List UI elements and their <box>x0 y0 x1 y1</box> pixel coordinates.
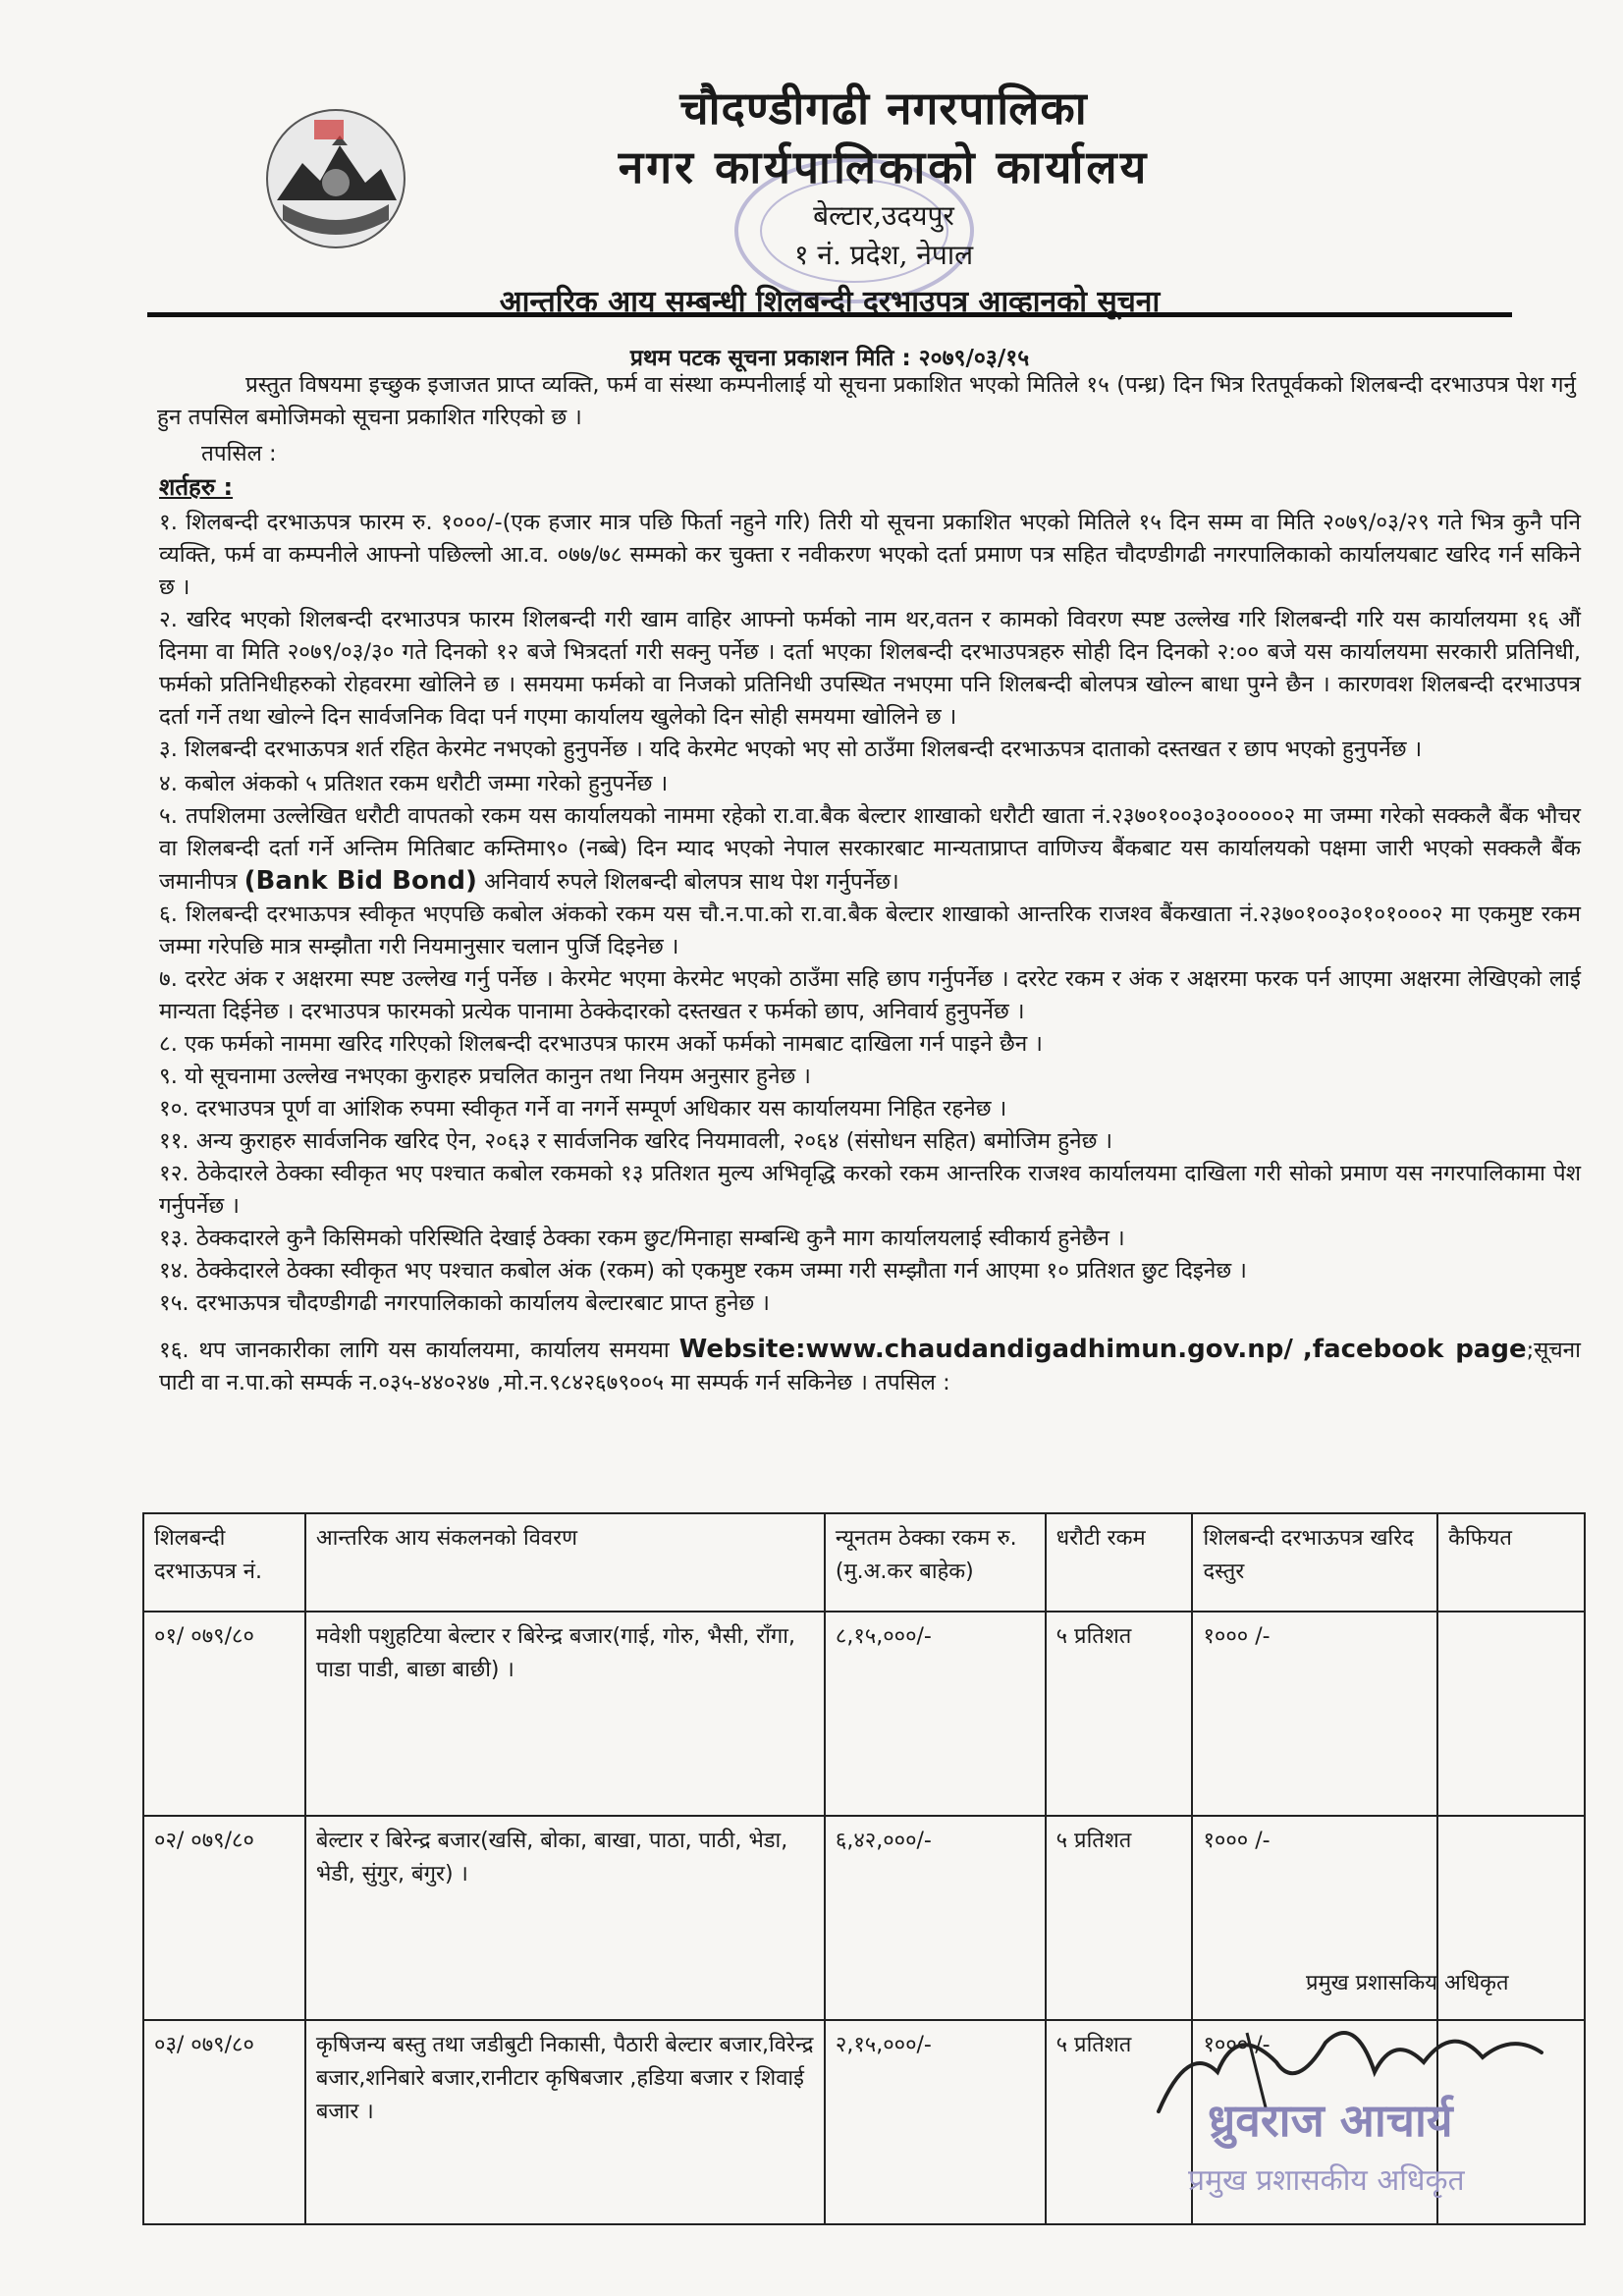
header-cell: शिलबन्दी दरभाऊपत्र खरिद दस्तुर <box>1192 1513 1437 1612</box>
table-cell: बेल्टार र बिरेन्द्र बजार(खसि, बोका, बाखा, पाठा, पाठी, भेडा, भेडी, सुंगुर, बंगुर) । <box>305 1816 825 2020</box>
officer-stamp <box>1188 2082 1581 2210</box>
condition-item: १०. दरभाउपत्र पूर्ण वा आंशिक रुपमा स्वीकृत गर्ने वा नगर्ने सम्पूर्ण अधिकार यस कार्यालयमा निहित रहनेछ । <box>159 1096 1007 1121</box>
stamp-name: ध्रुवराज आचार्य <box>1208 2094 1453 2147</box>
office-province: १ नं. प्रदेश, नेपाल <box>793 239 974 271</box>
municipality-name: चौदण्डीगढी नगरपालिका <box>679 82 1088 135</box>
tapsil-label: तपसिल : <box>201 441 277 466</box>
office-name: नगर कार्यपालिकाको कार्यालय <box>618 140 1150 193</box>
table-header-row <box>143 1513 1585 1612</box>
condition-text: ५. तपशिलमा उल्लेखित धरौटी वापतको रकम यस कार्यालयको नाममा रहेको रा.वा.बैक बेल्टार शाखाको धरौटी खाता नं.२३७०१००३०३०००००२ मा जम्मा गरेको सक्कलै बैंक भौचर वा शिलबन्दी दर्ता गर्ने अन्तिम मितिबाट कम्तिमा९० (नब्बे) दिन म्याद भएको नेपाल सरकारबाट मान्यताप्राप्त वाणिज्य बैंकबाट यस कार्यालयको पक्षमा जारी भएको सक्कलै बैंक जमानीपत्र <box>159 803 1581 895</box>
table-cell: ५ प्रतिशत <box>1046 2020 1193 2224</box>
table-cell: मवेशी पशुहटिया बेल्टार र बिरेन्द्र बजार(गाई, गोरु, भैसी, राँगा, पाडा पाडी, बाछा बाछी) । <box>305 1612 825 1816</box>
table-cell: १००० /- <box>1192 1816 1437 2020</box>
table-cell: कृषिजन्य बस्तु तथा जडीबुटी निकासी, पैठारी बेल्टार बजार,विरेन्द्र बजार,शनिबारे बजार,रानीटार कृषिबजार ,हडिया बजार र शिवाई बजार । <box>305 2020 825 2224</box>
facebook-link: ,facebook page <box>1302 1335 1527 1364</box>
conditions-heading: शर्तहरु : <box>159 473 234 501</box>
condition-item <box>159 800 1581 899</box>
table-cell: १००० /- <box>1192 2020 1437 2224</box>
header-cell: कैफियत <box>1437 1513 1585 1612</box>
nepal-emblem-icon <box>263 106 408 251</box>
table-cell: ८,१५,०००/- <box>825 1612 1046 1816</box>
bank-bid-bond: (Bank Bid Bond) <box>243 866 477 896</box>
condition-item: १३. ठेक्कदारले कुनै किसिमको परिस्थिति देखाई ठेक्का रकम छुट/मिनाहा सम्बन्धि कुनै माग कार्यालयलाई स्वीकार्य हुनेछैन । <box>159 1226 1125 1251</box>
table-row <box>143 1612 1585 1816</box>
table-cell: ५ प्रतिशत <box>1046 1816 1193 2020</box>
header-cell: धरौटी रकम <box>1046 1513 1193 1612</box>
condition-text: ;सूचना पाटी वा न.पा.को सम्पर्क न.०३५-४४०२४७ ,मो.न.९८४२६७९००५ मा सम्पर्क गर्न सकिनेछ । तपसिल : <box>159 1338 1581 1395</box>
condition-item: ७. दररेट अंक र अक्षरमा स्पष्ट उल्लेख गर्नु पर्नेछ । केरमेट भएमा केरमेट भएको ठाउँमा सहि छाप गर्नुपर्नेछ । दररेट रकम र अंक र अक्षरमा फरक पर्न आएमा अक्षरमा लेखिएको लाई मान्यता दिईनेछ । दरभाउपत्र फारमको प्रत्येक पानामा ठेक्केदारको दस्तखत र फर्मको छाप, अनिवार्य हुनुपर्नेछ । <box>159 966 1581 1024</box>
table-cell: ०३/ ०७९/८० <box>143 2020 305 2224</box>
table-cell: ०२/ ०७९/८० <box>143 1816 305 2020</box>
condition-item: १२. ठेकेदारले ठेक्का स्वीकृत भए पश्चात कबोल रकमको १३ प्रतिशत मुल्य अभिवृद्धि करको रकम आन्तरिक राजश्व कार्यालयमा दाखिला गरी सोको प्रमाण यस नगरपालिकामा पेश गर्नुपर्नेछ । <box>159 1161 1581 1219</box>
table-cell: ०१/ ०७९/८० <box>143 1612 305 1816</box>
signer-title: प्रमुख प्रशासकिय अधिकृत <box>1306 1971 1509 1995</box>
table-cell: १००० /- <box>1192 1612 1437 1816</box>
table-cell: ६,४२,०००/- <box>825 1816 1046 2020</box>
condition-item: ११. अन्य कुराहरु सार्वजनिक खरिद ऐन, २०६३ र सार्वजनिक खरिद नियमावली, २०६४ (संसोधन सहित) बमोजिम हुनेछ । <box>159 1128 1113 1154</box>
website-link: Website:www.chaudandigadhimun.gov.np/ <box>678 1335 1293 1364</box>
condition-item: ३. शिलबन्दी दरभाऊपत्र शर्त रहित केरमेट नभएको हुनुपर्नेछ । यदि केरमेट भएको भए सो ठाउँमा शिलबन्दी दरभाऊपत्र दाताको दस्तखत र छाप भएको हुनुपर्नेछ । <box>159 737 1423 762</box>
condition-text: अनिवार्य रुपले शिलबन्दी बोलपत्र साथ पेश गर्नुपर्नेछ। <box>484 869 899 895</box>
notice-title: आन्तरिक आय सम्बन्धी शिलबन्दी दरभाउपत्र आव्हानको सूचना <box>499 285 1161 319</box>
intro-paragraph: प्रस्तुत विषयमा इच्छुक इजाजत प्राप्त व्यक्ति, फर्म वा संस्था कम्पनीलाई यो सूचना प्रकाशित भएको मितिले १५ (पन्ध्र) दिन भित्र रितपूर्वकको शिलबन्दी दरभाउपत्र पेश गर्नु हुन तपसिल बमोजिमको सूचना प्रकाशित गरिएको छ । <box>157 372 1576 430</box>
stamp-title: प्रमुख प्रशासकीय अधिकृत <box>1188 2163 1465 2198</box>
header-cell: न्यूनतम ठेक्का रकम रु.(मु.अ.कर बाहेक) <box>825 1513 1046 1612</box>
header-cell: आन्तरिक आय संकलनको विवरण <box>305 1513 825 1612</box>
publication-date: प्रथम पटक सूचना प्रकाशन मिति : २०७९/०३/१५ <box>629 346 1030 371</box>
condition-item: ८. एक फर्मको नाममा खरिद गरिएको शिलबन्दी दरभाउपत्र फारम अर्को फर्मको नामबाट दाखिला गर्न पाइने छैन । <box>159 1031 1043 1057</box>
condition-item: १४. ठेक्केदारले ठेक्का स्वीकृत भए पश्चात कबोल अंक (रकम) को एकमुष्ट रकम जम्मा गरी सम्झौता गर्न आएमा १० प्रतिशत छुट दिइनेछ । <box>159 1258 1247 1284</box>
condition-item: १. शिलबन्दी दरभाऊपत्र फारम रु. १०००/-(एक हजार मात्र पछि फिर्ता नहुने गरि) तिरी यो सूचना प्रकाशित भएको मितिले १५ दिन सम्म वा मिति २०७९/०३/२९ गते भित्र कुनै पनि व्यक्ति, फर्म वा कम्पनीले आफ्नो पछिल्लो आ.व. ०७७/७८ सम्मको कर चुक्ता र नवीकरण भएको दर्ता प्रमाण पत्र सहित चौदण्डीगढी नगरपालिकाको कार्यालयबाट खरिद गर्न सकिने छ । <box>159 510 1581 600</box>
title-divider <box>147 312 1512 317</box>
condition-text: १६. थप जानकारीका लागि यस कार्यालयमा, कार्यालय समयमा <box>159 1338 670 1363</box>
office-location: बेल्टार,उदयपुर <box>813 199 954 232</box>
condition-item: ६. शिलबन्दी दरभाऊपत्र स्वीकृत भएपछि कबोल अंकको रकम यस चौ.न.पा.को रा.वा.बैक बेल्टार शाखाको आन्तरिक राजश्व बैंकखाता नं.२३७०१००३०१०१०००२ मा एकमुष्ट रकम जम्मा गरेपछि मात्र सम्झौता गरी नियमानुसार चलान पुर्जि दिइनेछ । <box>159 902 1581 959</box>
condition-item: १५. दरभाऊपत्र चौदण्डीगढी नगरपालिकाको कार्यालय बेल्टारबाट प्राप्त हुनेछ । <box>159 1290 770 1316</box>
table-cell: २,१५,०००/- <box>825 2020 1046 2224</box>
condition-item: ९. यो सूचनामा उल्लेख नभएका कुराहरु प्रचलित कानुन तथा नियम अनुसार हुनेछ । <box>159 1064 811 1089</box>
table-cell: ५ प्रतिशत <box>1046 1612 1193 1816</box>
condition-item: २. खरिद भएको शिलबन्दी दरभाउपत्र फारम शिलबन्दी गरी खाम वाहिर आफ्नो फर्मको नाम थर,वतन र कामको विवरण स्पष्ट उल्लेख गरि शिलबन्दी गरि यस कार्यालयमा १६ औं दिनमा वा मिति २०७९/०३/३० गते दिनको १२ बजे भित्रदर्ता गरी सक्नु पर्नेछ । दर्ता भएका शिलबन्दी दरभाउपत्रहरु सोही दिन दिनको २:०० बजे यस कार्यालयमा सरकारी प्रतिनिधी, फर्मको प्रतिनिधीहरुको रोहवरमा खोलिने छ । समयमा फर्मको वा निजको प्रतिनिधी उपस्थित नभएमा पनि शिलबन्दी बोलपत्र खोल्न बाधा पुग्ने छैन । कारणवश शिलबन्दी दरभाउपत्र दर्ता गर्ने तथा खोल्ने दिन सार्वजनिक विदा पर्न गएमा कार्यालय खुलेको दिन सोही समयमा खोलिने छ । <box>159 607 1581 730</box>
table-cell <box>1437 1612 1585 1816</box>
conditions-list <box>159 507 1581 1399</box>
condition-item <box>159 1334 1581 1399</box>
condition-item: ४. कबोल अंकको ५ प्रतिशत रकम धरौटी जम्मा गरेको हुनुपर्नेछ । <box>159 771 669 796</box>
header-cell: शिलबन्दी दरभाऊपत्र नं. <box>143 1513 305 1612</box>
